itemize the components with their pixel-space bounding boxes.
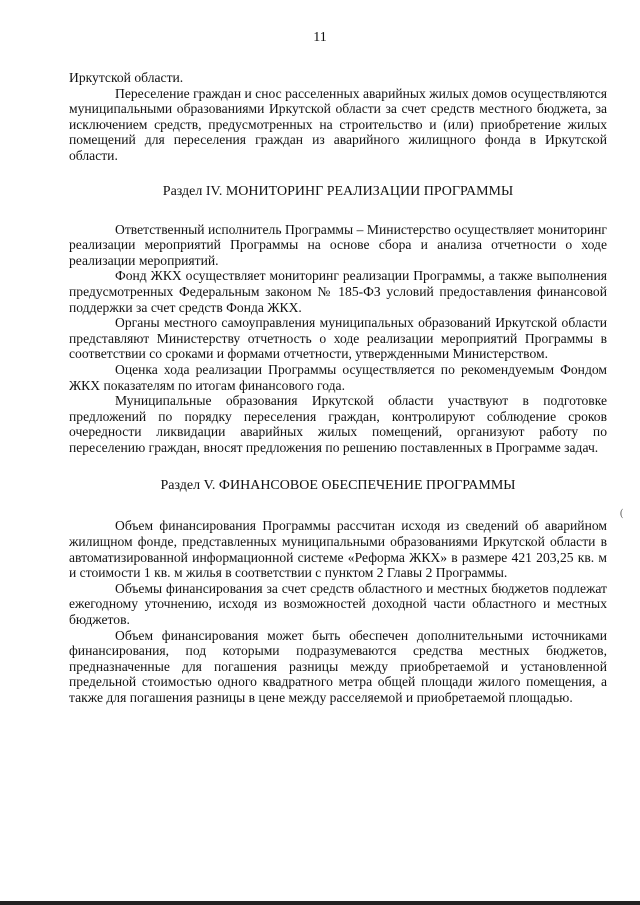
paragraph: Органы местного самоуправления муниципальных образований Иркутской области представляют Министерству отчетность о ходе реализации мероприятий Программы в соответствии со сроками и формами отчетности, утвержденными Министерством. — [69, 315, 607, 362]
page-number: 11 — [313, 30, 327, 45]
paragraph: Фонд ЖКХ осуществляет мониторинг реализации Программы, а также выполнения предусмотренных Федеральным законом № 185-ФЗ условий предоставления финансовой поддержки за счет средств Фонда ЖКХ. — [69, 268, 607, 315]
paragraph: Оценка хода реализации Программы осуществляется по рекомендуемым Фондом ЖКХ показателям по итогам финансового года. — [69, 361, 607, 393]
paragraph: Ответственный исполнитель Программы – Министерство осуществляет мониторинг реализации мероприятий Программы на основе сбора и анализа отчетности о ходе реализации мероприятий. — [69, 221, 607, 268]
paragraph: Муниципальные образования Иркутской области участвуют в подготовке предложений по порядку переселения граждан, контролируют соблюдение сроков очередности ликвидации аварийных жилых помещений, организуют работу по переселению граждан, вносят предложения по решению поставленных в Программе задач. — [69, 393, 607, 455]
paragraph: Объем финансирования может быть обеспечен дополнительными источниками финансирования, под которыми подразумеваются средства местных бюджетов, предназначенные для погашения разницы между приобретаемой и установленной предельной стоимостью одного квадратного метра общей площади жилого помещения, а также для погашения разницы в цене между расселяемой и приобретаемой площадью. — [69, 627, 607, 705]
scan-edge — [0, 901, 640, 905]
scan-artifact: ( — [620, 508, 624, 519]
document-body — [69, 70, 607, 706]
paragraph: Объемы финансирования за счет средств областного и местных бюджетов подлежат ежегодному уточнению, исходя из возможностей доходной части областного и местных бюджетов. — [69, 580, 607, 628]
paragraph: Переселение граждан и снос расселенных аварийных жилых домов осуществляются муниципальными образованиями Иркутской области за счет средств местного бюджета, за исключением средств, предусмотренных на строительство и (или) приобретение жилых помещений для переселения граждан из аварийного жилищного фонда в Иркутской области. — [69, 85, 607, 163]
paragraph: Иркутской области. — [69, 70, 184, 85]
paragraph: Объем финансирования Программы рассчитан исходя из сведений об аварийном жилищном фонде, представленных муниципальными образованиями Иркутской области в автоматизированной информационной системе «Реформа ЖКХ» в размере 421 203,25 кв. м и стоимости 1 кв. м жилья в соответствии с пунктом 2 Главы 2 Программы. — [69, 518, 607, 581]
section-4-heading: Раздел IV. МОНИТОРИНГ РЕАЛИЗАЦИИ ПРОГРАММЫ — [162, 183, 514, 199]
section-5-heading: Раздел V. ФИНАНСОВОЕ ОБЕСПЕЧЕНИЕ ПРОГРАММЫ — [160, 478, 516, 494]
